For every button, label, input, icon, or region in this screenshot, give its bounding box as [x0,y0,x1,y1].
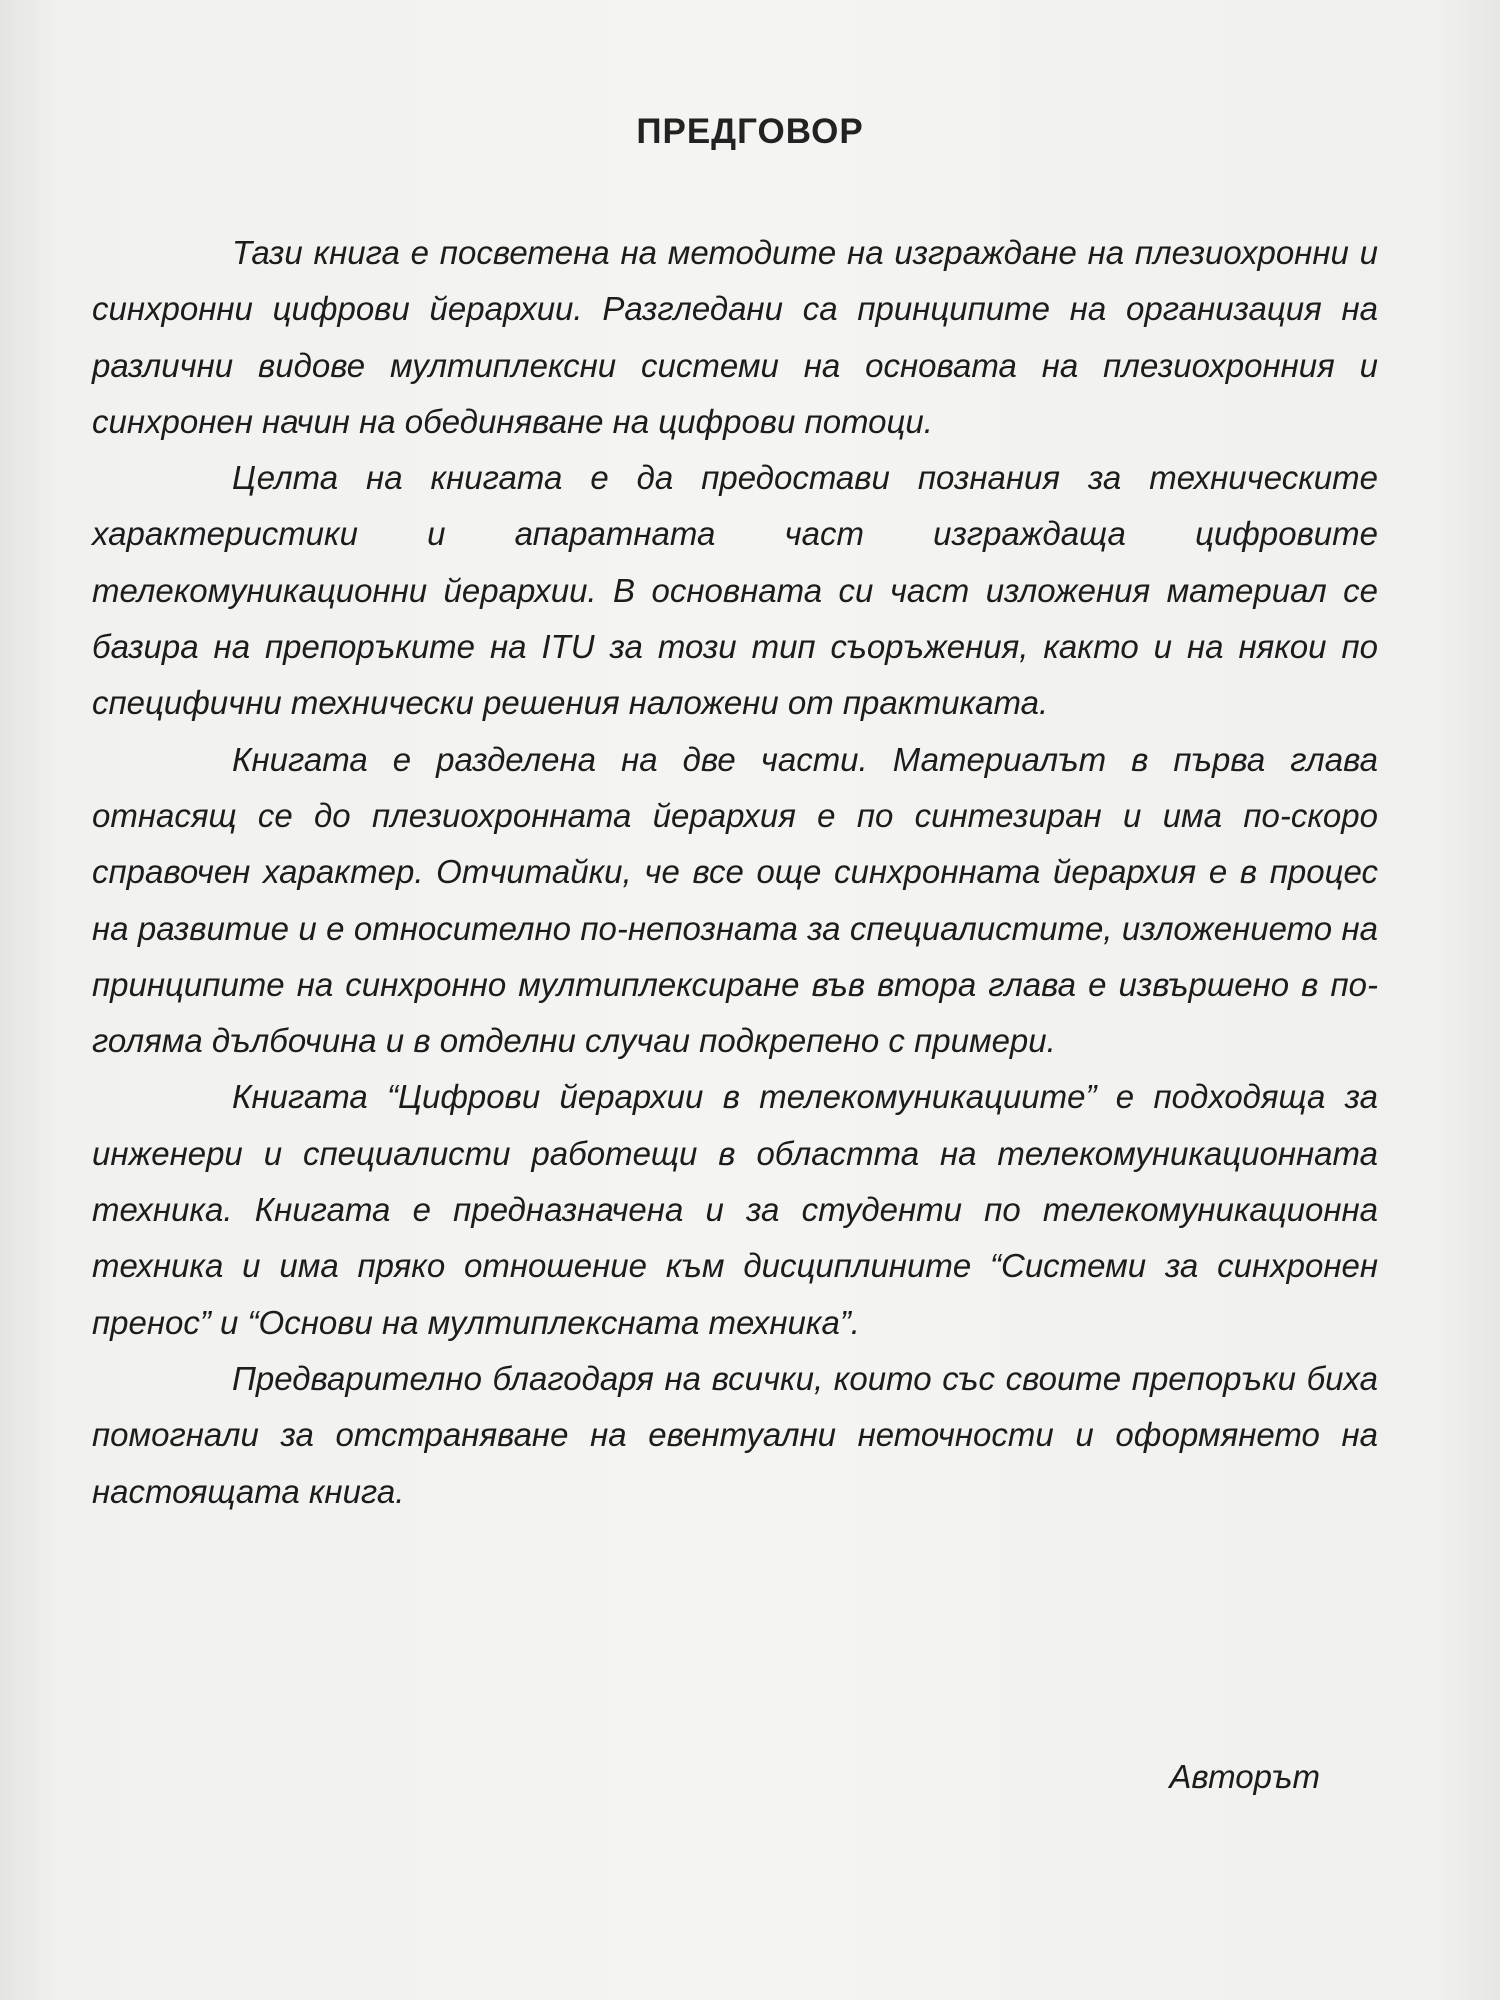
paragraph-5: Предварително благодаря на всички, които със своите препоръки биха помогнали за отстраняване на евентуални неточности и оформянето на настоящата книга. [92,1359,1378,1510]
paragraph-4: Книгата “Цифрови йерархии в телекомуникациите” е подходяща за инженери и специалисти работещи в областта на телекомуникационната техника. Книгата е предназначена и за студенти по телекомуникационна техника и има пряко отношение към дисциплините “Системи за синхронен пренос” и “Основи на мултиплексната техника”. [92,1078,1378,1341]
page-title: ПРЕДГОВОР [636,112,864,151]
preface-body [92,225,1378,1520]
author-signature: Авторът [1169,1758,1320,1795]
paragraph-3: Книгата е разделена на две части. Материалът в първа глава отнасящ се до плезиохронната йерархия е по синтезиран и има по-скоро справочен характер. Отчитайки, че все още синхронната йерархия е в процес на развитие и е относително по-непозната за специалистите, изложението на принципите на синхронно мултиплексиране във втора глава е извършено в по-голяма дълбочина и в отделни случаи подкрепено с примери. [92,740,1378,1060]
paragraph-1: Тази книга е посветена на методите на изграждане на плезиохронни и синхронни цифрови йерархии. Разгледани са принципите на организация на различни видове мултиплексни системи на основата на плезиохронния и синхронен начин на обединяване на цифрови потоци. [92,234,1378,440]
paragraph-2: Целта на книгата е да предостави познания за техническите характеристики и апаратната част изграждаща цифровите телекомуникационни йерархии. В основната си част изложения материал се базира на препоръките на ITU за този тип съоръжения, както и на някои по специфични технически решения наложени от практиката. [92,459,1378,722]
